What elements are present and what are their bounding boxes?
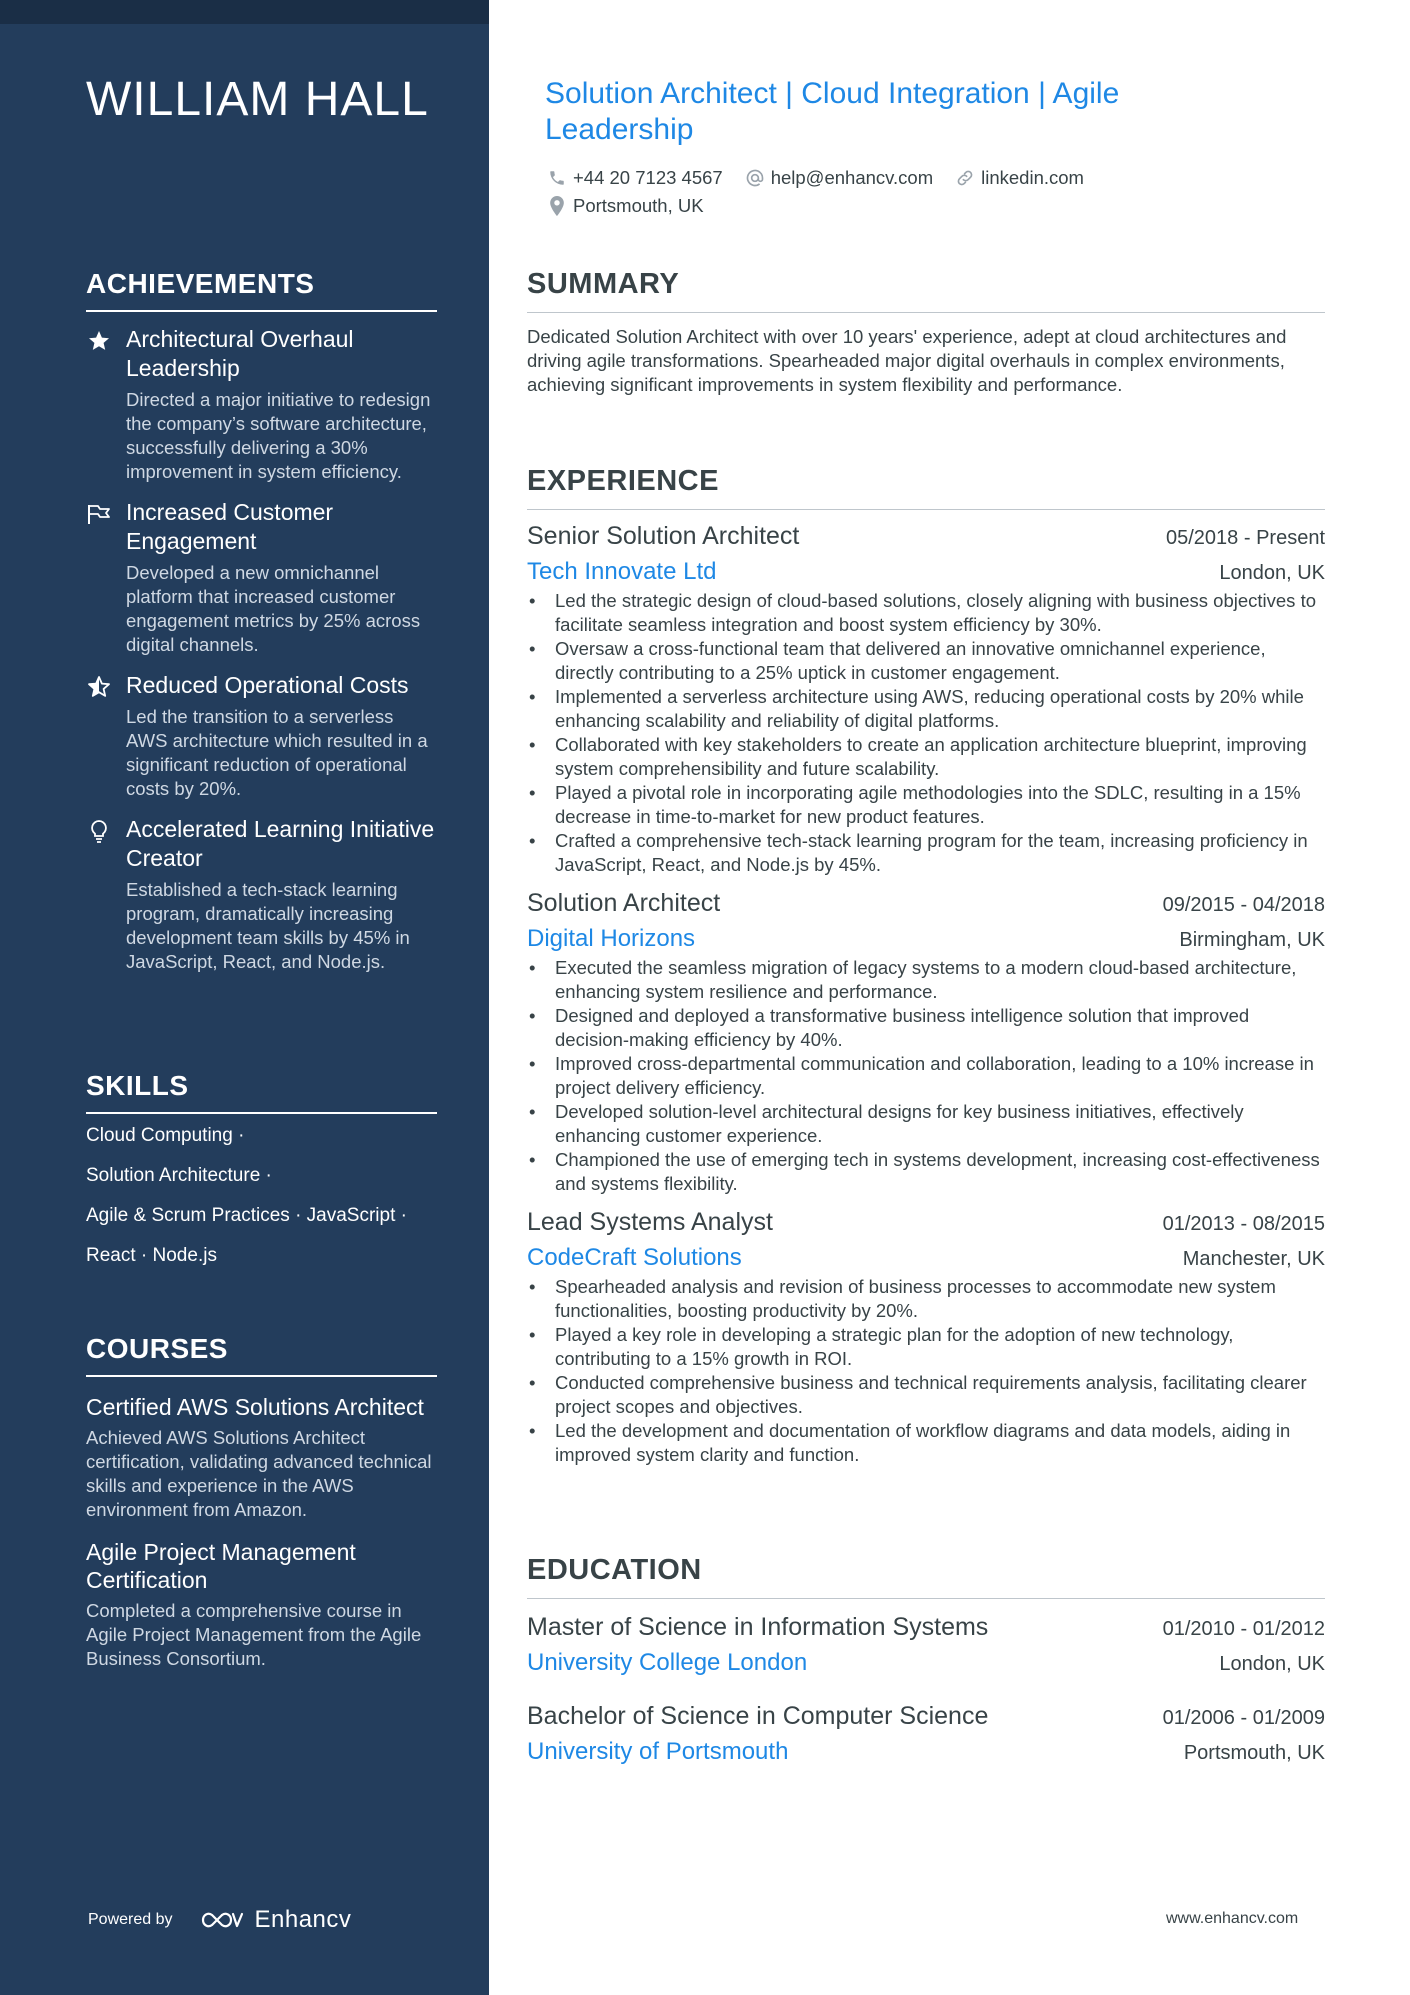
job-title: Lead Systems Analyst — [527, 1208, 773, 1236]
job-bullets — [527, 956, 1325, 1196]
powered-by-label: Powered by — [88, 1911, 173, 1928]
contact-info — [547, 164, 1267, 220]
education-entry — [527, 1611, 1325, 1678]
job-bullet: • Spearheaded analysis and revision of business processes to accommodate new system functionalities, boosting productivity by 20%. — [527, 1275, 1325, 1323]
achievements-title: ACHIEVEMENTS — [86, 268, 437, 312]
achievement-description: Led the transition to a serverless AWS architecture which resulted in a significant reduction of operational costs by 20%. — [126, 706, 428, 799]
education-title: EDUCATION — [527, 1554, 1325, 1599]
achievement-title: Increased Customer Engagement — [126, 499, 334, 554]
experience-title: EXPERIENCE — [527, 465, 1325, 510]
location-text: Portsmouth, UK — [573, 195, 704, 216]
education-section — [527, 1554, 1325, 1767]
enhancv-logo[interactable] — [199, 1906, 352, 1934]
job-bullet: • Oversaw a cross-functional team that delivered an innovative omnichannel experience, directly contributing to a 25% uptick in customer engagement. — [527, 637, 1325, 685]
job-date: 01/2013 - 08/2015 — [1162, 1213, 1325, 1235]
achievement-title: Reduced Operational Costs — [126, 672, 409, 698]
job-bullet: • Improved cross-departmental communication and collaboration, leading to a 10% increase in project delivery efficiency. — [527, 1052, 1325, 1100]
powered-by — [88, 1906, 351, 1934]
job-title: Senior Solution Architect — [527, 522, 800, 550]
flag-icon — [86, 501, 112, 527]
achievement-description: Directed a major initiative to redesign the company’s software architecture, successfully delivering a 30% improvement in system efficiency. — [126, 389, 431, 482]
achievements-section — [86, 268, 437, 974]
job-bullet: • Played a key role in developing a strategic plan for the adoption of new technology, contributing to a 15% growth in ROI. — [527, 1323, 1325, 1371]
website-link[interactable]: www.enhancv.com — [1166, 1910, 1299, 1927]
job-date: 05/2018 - Present — [1166, 527, 1325, 549]
degree: Master of Science in Information Systems — [527, 1613, 989, 1641]
skills-section — [86, 1070, 437, 1268]
job-company: CodeCraft Solutions — [527, 1244, 742, 1271]
job-bullets — [527, 589, 1325, 877]
half-star-icon — [86, 674, 112, 700]
achievement-title: Architectural Overhaul Leadership — [126, 326, 354, 381]
achievement-description: Developed a new omnichannel platform that increased customer engagement metrics by 25% across digital channels. — [126, 562, 421, 655]
candidate-name: WILLIAM HALL — [86, 73, 429, 126]
link-icon — [955, 168, 975, 188]
job-location: Manchester, UK — [1182, 1248, 1325, 1270]
job-entry — [527, 887, 1325, 1196]
summary-title: SUMMARY — [527, 268, 1325, 313]
achievement-item — [86, 671, 437, 801]
phone-number: +44 20 7123 4567 — [573, 167, 723, 188]
experience-section — [527, 465, 1325, 1467]
course-item — [86, 1538, 437, 1671]
at-icon — [745, 168, 765, 188]
enhancv-brand-name: Enhancv — [254, 1906, 352, 1933]
courses-section — [86, 1333, 437, 1671]
job-bullet: • Led the strategic design of cloud-based solutions, closely aligning with business objectives to facilitate seamless integration and boost system efficiency by 30%. — [527, 589, 1325, 637]
achievement-item — [86, 325, 437, 484]
job-bullet: • Executed the seamless migration of legacy systems to a modern cloud-based architecture, enhancing system resilience and performance. — [527, 956, 1325, 1004]
linkedin-link: linkedin.com — [981, 167, 1084, 188]
location-pin-icon — [547, 196, 567, 216]
contact-linkedin[interactable] — [955, 167, 1084, 189]
email-address: help@enhancv.com — [770, 167, 934, 188]
job-entry — [527, 1206, 1325, 1467]
job-title: Solution Architect — [527, 889, 721, 917]
job-bullet: • Led the development and documentation of workflow diagrams and data models, aiding in improved system clarity and function. — [527, 1419, 1325, 1467]
achievement-description: Established a tech-stack learning program, dramatically increasing development team skills by 45% in JavaScript, React, and Node.js. — [126, 879, 410, 972]
achievement-title: Accelerated Learning Initiative Creator — [126, 816, 435, 871]
main-content — [527, 0, 1325, 1995]
job-location: London, UK — [1219, 562, 1325, 584]
job-company: Tech Innovate Ltd — [527, 558, 717, 585]
course-title: Agile Project Management Certification — [86, 1539, 356, 1593]
skill-line: Agile & Scrum Practices · JavaScript · — [86, 1205, 407, 1226]
course-item — [86, 1393, 437, 1522]
skill-line: React · Node.js — [86, 1245, 217, 1266]
education-date: 01/2010 - 01/2012 — [1162, 1618, 1325, 1640]
job-bullet: • Designed and deployed a transformative business intelligence solution that improved decision-making efficiency by 40%. — [527, 1004, 1325, 1052]
contact-email[interactable] — [745, 167, 933, 189]
job-bullet: • Developed solution-level architectural designs for key business initiatives, effectively enhancing customer experience. — [527, 1100, 1325, 1148]
job-bullet: • Championed the use of emerging tech in systems development, increasing cost-effectiveness and systems flexibility. — [527, 1148, 1325, 1196]
headline: Solution Architect | Cloud Integration | Agile Leadership — [545, 77, 1120, 146]
contact-location — [547, 195, 704, 217]
job-bullet: • Implemented a serverless architecture using AWS, reducing operational costs by 20% while enhancing scalability and reliability of digital platforms. — [527, 685, 1325, 733]
contact-phone[interactable] — [547, 167, 723, 189]
job-location: Birmingham, UK — [1179, 929, 1325, 951]
course-title: Certified AWS Solutions Architect — [86, 1394, 424, 1420]
courses-title: COURSES — [86, 1333, 437, 1377]
education-location: Portsmouth, UK — [1183, 1742, 1325, 1764]
skill-line: Solution Architecture · — [86, 1165, 272, 1186]
summary-text: Dedicated Solution Architect with over 10 years' experience, adept at cloud architectures and driving agile transformations. Spearheaded major digital overhauls in complex environments, achieving significant improvements in system flexibility and performance. — [527, 326, 1287, 395]
course-description: Achieved AWS Solutions Architect certification, validating advanced technical skills and experience in the AWS environment from Amazon. — [86, 1427, 432, 1520]
skills-title: SKILLS — [86, 1070, 437, 1114]
school: University College London — [527, 1649, 808, 1676]
job-bullet: • Conducted comprehensive business and technical requirements analysis, facilitating clearer project scopes and objectives. — [527, 1371, 1325, 1419]
phone-icon — [547, 168, 567, 188]
course-description: Completed a comprehensive course in Agile Project Management from the Agile Business Consortium. — [86, 1600, 422, 1669]
job-bullet: • Collaborated with key stakeholders to create an application architecture blueprint, improving system comprehensibility and future scalability. — [527, 733, 1325, 781]
education-location: London, UK — [1219, 1653, 1325, 1675]
star-icon — [86, 328, 112, 354]
achievement-item — [86, 498, 437, 657]
job-date: 09/2015 - 04/2018 — [1162, 894, 1325, 916]
job-bullet: • Played a pivotal role in incorporating agile methodologies into the SDLC, resulting in a 15% decrease in time-to-market for new product features. — [527, 781, 1325, 829]
job-bullets — [527, 1275, 1325, 1467]
skills-list — [86, 1124, 437, 1268]
achievement-item — [86, 815, 437, 974]
school: University of Portsmouth — [527, 1738, 789, 1765]
sidebar-top-bar — [0, 0, 489, 24]
education-entry — [527, 1700, 1325, 1767]
degree: Bachelor of Science in Computer Science — [527, 1702, 989, 1730]
job-entry — [527, 520, 1325, 877]
skill-line: Cloud Computing · — [86, 1125, 245, 1146]
education-date: 01/2006 - 01/2009 — [1162, 1707, 1325, 1729]
job-company: Digital Horizons — [527, 925, 696, 952]
lightbulb-icon — [86, 818, 112, 844]
job-bullet: • Crafted a comprehensive tech-stack learning program for the team, increasing proficiency in JavaScript, React, and Node.js by 45%. — [527, 829, 1325, 877]
sidebar — [0, 0, 489, 1995]
summary-section — [527, 268, 1325, 397]
enhancv-logo-icon — [199, 1908, 245, 1932]
